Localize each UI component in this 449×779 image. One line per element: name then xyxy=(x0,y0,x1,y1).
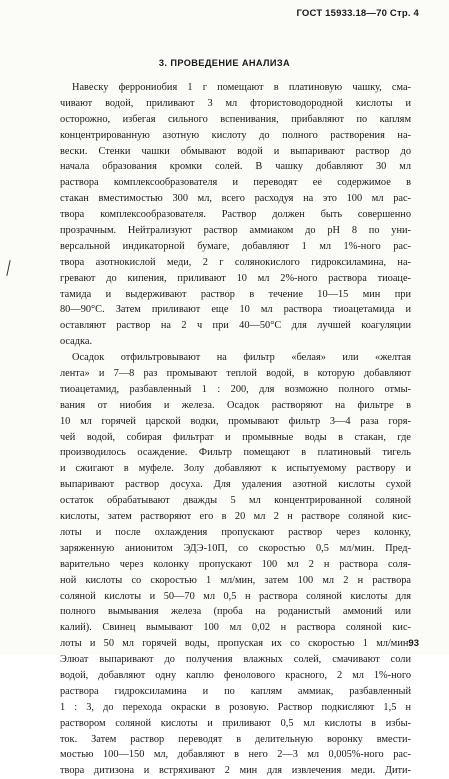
page-header: ГОСТ 15933.18—70 Стр. 4 xyxy=(296,8,419,19)
text-line: ной кислоты со скоростью 1 мл/мин, затем 100 мл 2 н раствора xyxy=(60,574,411,586)
text-line: мостью 100—150 мл, добавляют в него 2—3 мл 0,005%-ного рас- xyxy=(60,749,411,761)
text-line: раствора комплексообразователя и переводят ее содержимое в xyxy=(60,177,411,189)
text-line: чивают водой, приливают 3 мл фтористоводородной кислоты и xyxy=(60,97,411,109)
text-line: версальной индикаторной бумаге, добавляют 1 мл 1%-ного рас- xyxy=(60,240,411,252)
text-line: 1 : 3, до перехода окраски в розовую. Раствор подкисляют 1,5 н xyxy=(60,701,411,713)
text-line: водой, добавляют одну каплю фенолового красного, 2 мл 1%-ного xyxy=(60,669,411,681)
text-line: твора комплексообразователя. Раствор должен быть совершенно xyxy=(60,209,411,221)
text-line: стакан вместимостью 300 мл, всего расходуя на это 100 мл рас- xyxy=(60,193,411,205)
text-line: оставляют раствор на 2 ч при 40—50°С для лучшей коагуляции xyxy=(60,320,411,332)
text-line: кислоты, затем растворяют его в 20 мл 2 н растворе соляной кис- xyxy=(60,511,411,523)
text-line: прозрачным. Нейтрализуют раствор аммиаком до pH 8 по уни- xyxy=(60,225,411,237)
text-line: твора азотнокислой меди, 2 г солянокислого гидроксиламина, на- xyxy=(60,256,411,268)
text-line: тамида и выдерживают раствор в течение 10—15 мин при xyxy=(60,288,411,300)
text-line: раствора гидроксиламина и по каплям аммиак, разбавленный xyxy=(60,685,411,697)
text-line: лоты и после охлаждения пропускают раствор через колонку, xyxy=(60,526,411,538)
text-line: раствором соляной кислоты и приливают 0,5 мл кислоты в избы- xyxy=(60,717,411,729)
text-line: ток. Затем раствор переводят в делительную воронку вмести- xyxy=(60,733,411,745)
text-line: Навеску феррониобия 1 г помещают в платиновую чашку, сма- xyxy=(72,82,411,93)
text-line: соляной кислоты и 50—70 мл 0,5 н раствора соляной кислоты для xyxy=(60,590,411,602)
text-line: чей водой, собирая фильтрат и промывные воды в стакан, где xyxy=(60,431,411,443)
text-line: вания от ниобия и железа. Осадок растворяют на фильтре в xyxy=(60,399,411,411)
text-line: осторожно, избегая сильного вспенивания, прибавляют по каплям xyxy=(60,113,411,125)
margin-mark xyxy=(6,260,10,276)
text-line: Осадок отфильтровывают на фильтр «белая» или «желтая xyxy=(72,352,411,364)
body-text xyxy=(60,80,411,779)
text-line: заряженную анионитом ЭДЭ-10П, со скоростью 0,5 мл/мин. Пред- xyxy=(60,542,411,554)
text-line: калий). Свинец вымывают 100 мл 0,02 н раствора соляной кис- xyxy=(60,622,411,634)
text-line: вески. Стенки чашки обмывают водой и выпаривают раствор до xyxy=(60,145,411,157)
text-line: гревают до кипения, приливают 10 мл 2%-ного раствора тиоаце- xyxy=(60,272,411,284)
text-line: производилось осаждение. Фильтр помещают в платиновый тигель xyxy=(60,447,411,459)
text-line: полного вымывания железа (проба на роданистый аммоний или xyxy=(60,606,411,618)
text-line: 80—90°С. Затем приливают еще 10 мл раствора тиоацетамида и xyxy=(60,304,411,316)
text-line: начала образования кромки солей. В чашку добавляют 30 мл xyxy=(60,161,411,173)
text-line: концентрированную азотную кислоту до полного растворения на- xyxy=(60,129,411,141)
text-line: осадка. xyxy=(60,336,93,348)
section-title: 3. ПРОВЕДЕНИЕ АНАЛИЗА xyxy=(158,58,291,68)
text-line: остаток обрабатывают дважды 5 мл концентрированной соляной xyxy=(60,495,411,507)
text-line: лента» и 7—8 раз промывают теплой водой, в которую добавляют xyxy=(60,368,411,380)
text-line: лоты и 50 мл горячей воды, пропуская их со скоростью 1 мл/мин. xyxy=(60,638,411,650)
text-line: и сжигают в муфеле. Золу добавляют к испытуемому раствору и xyxy=(60,463,411,475)
page-number: 93 xyxy=(408,638,419,649)
text-line: выпаривают раствор досуха. Для удаления азотной кислоты сухой xyxy=(60,479,411,491)
text-line: Элюат выпаривают до получения влажных солей, смачивают соли xyxy=(60,654,411,666)
text-line: варительно через колонку пропускают 100 мл 2 н раствора соля- xyxy=(60,558,411,570)
text-line: тиоацетамид, разбавленный 1 : 200, для возможно полного отмы- xyxy=(60,383,411,395)
text-line: 10 мл горячей царской водки, промывают фильтр 3—4 раза горя- xyxy=(60,415,411,427)
text-line: твора дитизона и встряхивают 2 мин для извлечения меди. Дити- xyxy=(60,765,411,777)
